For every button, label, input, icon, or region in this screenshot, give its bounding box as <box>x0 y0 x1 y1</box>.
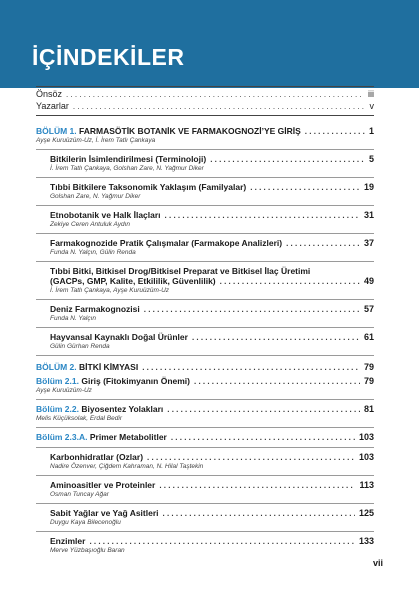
dot-leader <box>144 305 360 314</box>
part-number: BÖLÜM 2. <box>36 362 77 372</box>
subsection-number: Bölüm 2.1. <box>36 376 79 386</box>
divider <box>36 327 374 328</box>
entry-authors: Merve Yüzbaşıoğlu Baran <box>50 547 125 554</box>
divider <box>36 399 374 400</box>
entry-authors: Funda N. Yalçın, Gülin Renda <box>50 249 136 256</box>
toc-entry[interactable] <box>36 154 374 172</box>
page-number: 103 <box>358 432 374 442</box>
divider <box>36 531 374 532</box>
entry-authors: Gülin Gürhan Renda <box>50 343 110 350</box>
toc-subsection[interactable] <box>36 432 374 442</box>
part-number: BÖLÜM 1. <box>36 126 77 136</box>
entry-authors: Nadire Özenver, Çiğdem Kahraman, N. Hilal Taştekin <box>50 463 204 470</box>
entry-authors: İ. İrem Tatlı Çankaya, Ayşe Kuruüzüm-Uz <box>50 287 170 294</box>
toc-entry[interactable] <box>36 238 374 256</box>
page-number: 79 <box>363 376 374 386</box>
page-number: 57 <box>363 304 374 314</box>
dot-leader <box>89 537 355 546</box>
entry-authors: Golshan Zare, N. Yağmur Diker <box>50 193 141 200</box>
page-number: 79 <box>363 362 374 372</box>
divider <box>36 503 374 504</box>
page-number: 61 <box>363 332 374 342</box>
divider <box>36 177 374 178</box>
page-number: 5 <box>368 154 374 164</box>
part-authors: Ayşe Kuruüzüm-Uz, İ. İrem Tatlı Çankaya <box>36 137 156 144</box>
subsection-title: Biyosentez Yolakları <box>81 404 164 414</box>
divider <box>36 355 374 356</box>
subsection-title: Giriş (Fitokimyanın Önemi) <box>81 376 190 386</box>
divider <box>36 475 374 476</box>
divider <box>36 205 374 206</box>
entry-title-line-1: Tıbbi Bitki, Bitkisel Drog/Bitkisel Preparat ve Bitkisel İlaç Üretimi <box>50 266 311 276</box>
toc-subsection[interactable] <box>36 376 374 394</box>
subsection-title: Primer Metabolitler <box>89 432 167 442</box>
dot-leader <box>286 239 360 248</box>
entry-title: Bitkilerin İsimlendirilmesi (Terminoloji) <box>50 154 207 164</box>
page-number: 49 <box>363 276 374 286</box>
entry-title: Yazarlar <box>36 101 69 111</box>
divider <box>36 299 374 300</box>
entry-authors: Duygu Kaya Bilecenoğlu <box>50 519 121 526</box>
divider <box>36 149 374 150</box>
toc-row-authors[interactable] <box>36 101 374 113</box>
dot-leader <box>142 363 360 372</box>
page-number: 31 <box>363 210 374 220</box>
entry-title: Sabit Yağlar ve Yağ Asitleri <box>50 508 159 518</box>
subsection-authors: Melis Küçüksolak, Erdal Bedir <box>36 415 122 422</box>
page-number: iii <box>368 89 374 99</box>
dot-leader <box>163 509 355 518</box>
entry-title: Etnobotanik ve Halk İlaçları <box>50 210 161 220</box>
dot-leader <box>159 481 355 490</box>
dot-leader <box>192 333 360 342</box>
front-matter <box>36 86 374 116</box>
subsection-number: Bölüm 2.3.A. <box>36 432 88 442</box>
entry-authors: Zekiye Ceren Antuluk Aydın <box>50 221 131 228</box>
dot-leader <box>220 277 360 286</box>
entry-title-line-2: (GACPs, GMP, Kalite, Etkililik, Güvenlilik) <box>50 276 216 286</box>
page-number: 125 <box>358 508 374 518</box>
page-number: 113 <box>359 480 374 490</box>
entry-authors: İ. İrem Tatlı Çankaya, Golshan Zare, N. Yağmur Diker <box>50 165 204 172</box>
divider <box>36 427 374 428</box>
dot-leader <box>165 211 360 220</box>
toc-entry[interactable] <box>36 210 374 228</box>
page-title: İÇİNDEKİLER <box>32 44 185 70</box>
divider <box>36 447 374 448</box>
page-number: 103 <box>358 452 374 462</box>
entry-authors: Funda N. Yalçın <box>50 315 97 322</box>
entry-title: Önsöz <box>36 89 63 99</box>
toc-entry[interactable] <box>36 304 374 322</box>
dot-leader <box>171 433 355 442</box>
entry-title: Karbonhidratlar (Ozlar) <box>50 452 144 462</box>
divider <box>36 233 374 234</box>
subsection-authors: Ayşe Kuruüzüm-Uz <box>36 387 92 394</box>
entry-title: Enzimler <box>50 536 86 546</box>
toc-row-preface[interactable] <box>36 89 374 101</box>
page-number: 37 <box>363 238 374 248</box>
dot-leader <box>167 405 360 414</box>
table-of-contents <box>36 86 374 554</box>
dot-leader <box>250 183 360 192</box>
subsection-number: Bölüm 2.2. <box>36 404 79 414</box>
dot-leader <box>73 102 366 111</box>
dot-leader <box>305 127 365 136</box>
page-number: 1 <box>368 126 374 136</box>
page-number: v <box>369 101 374 111</box>
dot-leader <box>194 377 360 386</box>
entry-authors: Osman Tuncay Ağar <box>50 491 109 498</box>
dot-leader <box>147 453 355 462</box>
toc-entry[interactable] <box>36 536 374 554</box>
toc-entry[interactable] <box>36 452 374 470</box>
toc-entry[interactable] <box>36 266 374 294</box>
entry-title: Aminoasitler ve Proteinler <box>50 480 156 490</box>
entry-title: Hayvansal Kaynaklı Doğal Ürünler <box>50 332 188 342</box>
toc-entry[interactable] <box>36 332 374 350</box>
toc-entry[interactable] <box>36 480 374 498</box>
page-number: 19 <box>363 182 374 192</box>
dot-leader <box>210 155 365 164</box>
toc-entry[interactable] <box>36 182 374 200</box>
toc-subsection[interactable] <box>36 404 374 422</box>
entry-title: Farmakognozide Pratik Çalışmalar (Farmakope Analizleri) <box>50 238 283 248</box>
toc-entry[interactable] <box>36 508 374 526</box>
part-2-heading[interactable] <box>36 362 374 372</box>
page-number: 133 <box>358 536 374 546</box>
entry-title: Tıbbi Bitkilere Taksonomik Yaklaşım (Familyalar) <box>50 182 247 192</box>
part-title: FARMASÖTİK BOTANİK VE FARMAKOGNOZİ’YE GİRİŞ <box>79 126 301 136</box>
part-title: BİTKİ KİMYASI <box>79 362 139 372</box>
part-1-heading[interactable] <box>36 126 374 144</box>
entry-title: Deniz Farmakognozisi <box>50 304 140 314</box>
dot-leader <box>66 90 364 99</box>
footer-page-number: vii <box>372 558 383 568</box>
page-number: 81 <box>363 404 374 414</box>
divider <box>36 261 374 262</box>
